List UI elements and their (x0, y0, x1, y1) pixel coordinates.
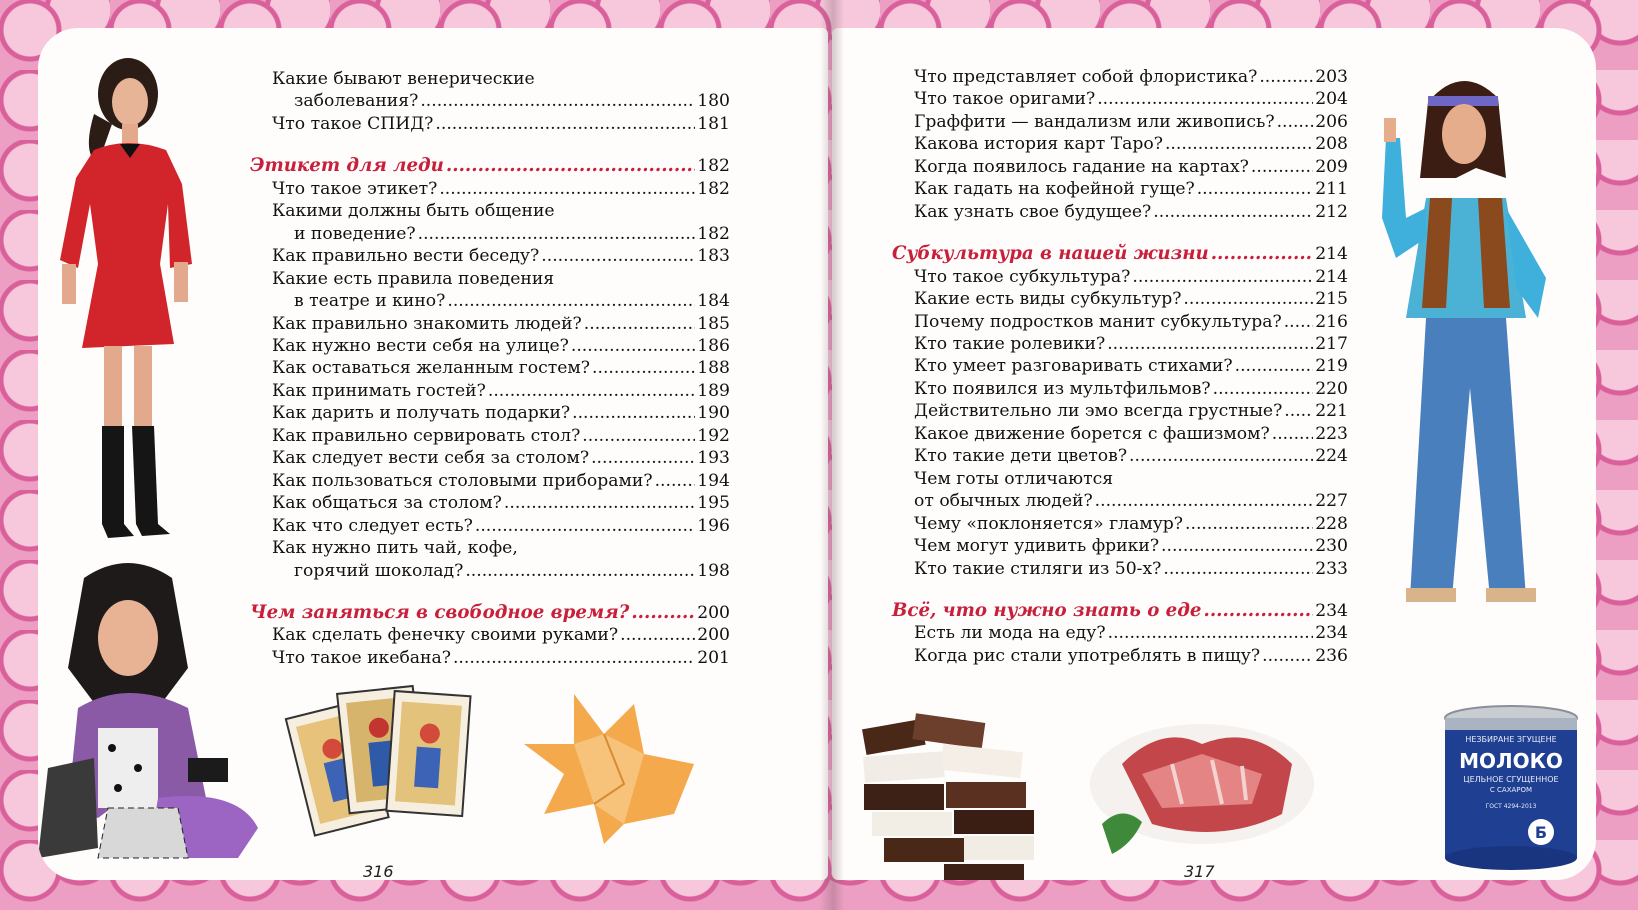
toc-section-title: Этикет для леди (250, 155, 444, 177)
toc-entry-title: Кто появился из мультфильмов? (914, 378, 1211, 399)
toc-leader-dots (420, 90, 695, 112)
toc-section-row (250, 602, 730, 624)
toc-leader-dots (1259, 66, 1313, 88)
toc-entry-title: Граффити — вандализм или живопись? (914, 111, 1275, 132)
toc-section-title: Всё, что нужно знать о еде (892, 599, 1202, 621)
toc-entry-title: Кто умеет разговаривать стихами? (914, 356, 1233, 377)
toc-entry-title: Что такое субкультура? (914, 266, 1131, 287)
toc-leader-dots (465, 560, 695, 582)
toc-entry-row (892, 423, 1348, 445)
toc-entry-title: Как правильно вести беседу? (272, 246, 540, 267)
toc-page-number: 209 (1315, 156, 1348, 177)
can-line3: С САХАРОМ (1489, 786, 1533, 794)
toc-leader-dots (1251, 156, 1313, 178)
toc-section-row (250, 155, 730, 177)
toc-entry-row (250, 113, 730, 135)
toc-leader-dots (1213, 378, 1314, 400)
toc-entry-title: Как следует вести себя за столом? (272, 448, 590, 469)
toc-entry-title: Как принимать гостей? (272, 380, 486, 401)
toc-page-number: 196 (697, 515, 730, 536)
can-line2: ЦЕЛЬНОЕ СГУЩЕННОЕ (1463, 775, 1559, 784)
toc-entry-row (892, 266, 1348, 288)
left-page (38, 28, 828, 880)
toc-leader-dots (1163, 558, 1313, 580)
toc-entry-row (892, 311, 1348, 333)
toc-page-number: 224 (1315, 446, 1348, 467)
toc-entry-row (250, 402, 730, 424)
toc-entry-row (892, 513, 1348, 535)
toc-page-number: 203 (1315, 67, 1348, 87)
toc-page-number: 182 (697, 178, 730, 199)
can-gost: ГОСТ 4294-2013 (1485, 803, 1537, 810)
toc-leader-dots (447, 290, 695, 312)
toc-leader-dots (1235, 355, 1314, 377)
toc-entry-row (892, 400, 1348, 422)
toc-leader-dots (620, 624, 695, 646)
toc-page-number: 192 (697, 425, 730, 446)
toc-entry-title: Как правильно сервировать стол? (272, 425, 581, 446)
toc-entry-title: Кто такие ролевики? (914, 333, 1106, 354)
toc-entry-row (892, 468, 1348, 490)
toc-page-number: 188 (697, 358, 730, 379)
toc-leader-dots (453, 647, 695, 669)
toc-page-number: 234 (1315, 623, 1348, 644)
toc-leader-dots (1183, 288, 1313, 310)
toc-entry-title: Какова история карт Таро? (914, 134, 1163, 155)
toc-leader-dots (418, 223, 696, 245)
toc-entry-row (892, 445, 1348, 467)
toc-page-number: 198 (697, 560, 730, 581)
toc-page-number: 189 (697, 380, 730, 401)
toc-leader-dots (446, 155, 695, 177)
toc-entry-row (892, 490, 1348, 512)
woman-red-dress-photo (42, 54, 242, 564)
toc-page-number: 215 (1315, 289, 1348, 310)
toc-entry-title: Когда рис стали употреблять в пищу? (914, 645, 1261, 666)
toc-entry-title: в театре и кино? (294, 291, 446, 312)
tarot-cards-photo (278, 668, 478, 838)
toc-leader-dots (475, 515, 695, 537)
toc-leader-dots (1277, 111, 1314, 133)
toc-page-number: 204 (1315, 89, 1348, 110)
toc-left (250, 68, 730, 669)
toc-entry-title: Какие бывают венерические (272, 69, 535, 89)
toc-entry-title: Что такое икебана? (272, 647, 451, 668)
toc-leader-dots (582, 425, 695, 447)
toc-leader-dots (631, 602, 695, 624)
toc-entry-title: заболевания? (294, 91, 419, 112)
toc-entry-row (250, 624, 730, 646)
toc-leader-dots (1132, 266, 1313, 288)
toc-page-number: 201 (697, 647, 730, 668)
toc-leader-dots (1095, 490, 1314, 512)
right-page (832, 28, 1596, 880)
toc-page-number: 211 (1315, 179, 1348, 200)
toc-entry-title: Действительно ли эмо всегда грустные? (914, 401, 1283, 422)
toc-entry-title: Когда появилось гадание на картах? (914, 156, 1249, 177)
toc-page-number: 227 (1315, 491, 1348, 512)
toc-page-number: 228 (1315, 513, 1348, 534)
toc-page-number: 182 (697, 223, 730, 244)
toc-entry-title: Кто такие стиляги из 50-х? (914, 558, 1162, 579)
toc-entry-title: Какое движение борется с фашизмом? (914, 423, 1270, 444)
toc-entry-row (250, 68, 730, 90)
toc-leader-dots (541, 245, 695, 267)
toc-leader-dots (1262, 645, 1313, 667)
toc-entry-row (892, 378, 1348, 400)
toc-page-number: 234 (1315, 600, 1348, 621)
toc-section-title: Субкультура в нашей жизни (892, 243, 1209, 265)
toc-leader-dots (435, 113, 695, 135)
toc-entry-title: Что такое этикет? (272, 178, 438, 199)
toc-page-number: 221 (1315, 401, 1348, 422)
toc-entry-title: Что такое оригами? (914, 89, 1096, 110)
toc-entry-row (250, 200, 730, 222)
toc-entry-row (250, 245, 730, 267)
toc-entry-row (250, 515, 730, 537)
toc-entry-title: Как оставаться желанным гостем? (272, 358, 591, 379)
toc-entry-row (250, 425, 730, 447)
toc-page-number: 214 (1315, 244, 1348, 265)
toc-leader-dots (1185, 513, 1313, 535)
toc-entry-row (250, 357, 730, 379)
toc-page-number: 236 (1315, 645, 1348, 666)
toc-entry-row (892, 355, 1348, 377)
toc-entry-title: Как общаться за столом? (272, 493, 502, 514)
toc-page-number: 180 (697, 91, 730, 112)
toc-entry-row (892, 558, 1348, 580)
toc-entry-title: горячий шоколад? (294, 560, 464, 581)
toc-entry-title: Какие есть виды субкультур? (914, 289, 1182, 310)
toc-entry-row (250, 470, 730, 492)
toc-page-number: 200 (697, 602, 730, 623)
toc-entry-title: Почему подростков манит субкультура? (914, 311, 1282, 332)
toc-page-number: 181 (697, 113, 730, 134)
toc-entry-row (250, 313, 730, 335)
toc-leader-dots (1108, 622, 1314, 644)
toc-page-number: 190 (697, 403, 730, 424)
right-page-number: 317 (1184, 862, 1215, 880)
toc-entry-row (250, 647, 730, 669)
toc-entry-row (250, 268, 730, 290)
toc-entry-title: Как нужно пить чай, кофе, (272, 538, 518, 559)
toc-entry-row (250, 178, 730, 200)
condensed-milk-can-photo (1436, 704, 1586, 874)
toc-leader-dots (1161, 535, 1313, 557)
toc-entry-title: Есть ли мода на еду? (914, 623, 1106, 644)
meat-plate-photo (1082, 704, 1322, 864)
toc-page-number: 195 (697, 493, 730, 514)
toc-leader-dots (504, 492, 695, 514)
toc-entry-row (892, 201, 1348, 223)
toc-entry-row (250, 380, 730, 402)
toc-entry-row (892, 178, 1348, 200)
toc-page-number: 184 (697, 291, 730, 312)
toc-leader-dots (1197, 178, 1313, 200)
toc-page-number: 216 (1315, 311, 1348, 332)
toc-leader-dots (1211, 243, 1313, 265)
toc-entry-row (892, 645, 1348, 667)
toc-page-number: 212 (1315, 201, 1348, 222)
toc-entry-row (250, 90, 730, 112)
toc-leader-dots (1153, 201, 1313, 223)
toc-entry-row (892, 133, 1348, 155)
toc-entry-title: Как сделать фенечку своими руками? (272, 625, 619, 646)
toc-entry-row (250, 537, 730, 559)
toc-leader-dots (591, 447, 695, 469)
toc-entry-row (250, 290, 730, 312)
toc-entry-title: Что представляет собой флористика? (914, 67, 1258, 87)
toc-leader-dots (1284, 311, 1313, 333)
toc-section-title: Чем заняться в свободное время? (250, 601, 630, 623)
toc-page-number: 186 (697, 335, 730, 356)
toc-entry-row (892, 535, 1348, 557)
toc-entry-title: Как гадать на кофейной гуще? (914, 179, 1195, 200)
toc-entry-title: Чем могут удивить фрики? (914, 536, 1160, 557)
toc-leader-dots (592, 357, 695, 379)
toc-entry-row (892, 288, 1348, 310)
toc-page-number: 230 (1315, 536, 1348, 557)
toc-right (892, 66, 1348, 667)
toc-leader-dots (1203, 600, 1313, 622)
toc-leader-dots (439, 178, 695, 200)
toc-entry-title: Какими должны быть общение (272, 201, 555, 222)
toc-leader-dots (655, 470, 696, 492)
toc-page-number: 208 (1315, 134, 1348, 155)
hippie-woman-photo (1366, 58, 1566, 628)
toc-page-number: 185 (697, 313, 730, 334)
toc-page-number: 220 (1315, 378, 1348, 399)
toc-leader-dots (1097, 88, 1313, 110)
toc-leader-dots (571, 335, 695, 357)
toc-section-row (892, 600, 1348, 622)
toc-entry-title: от обычных людей? (914, 491, 1093, 512)
toc-leader-dots (572, 402, 695, 424)
toc-entry-title: и поведение? (294, 223, 416, 244)
toc-entry-row (250, 492, 730, 514)
toc-leader-dots (1284, 400, 1313, 422)
toc-page-number: 183 (697, 246, 730, 267)
toc-leader-dots (1129, 445, 1313, 467)
toc-page-number: 206 (1315, 111, 1348, 132)
toc-entry-title: Кто такие дети цветов? (914, 446, 1128, 467)
left-page-number: 316 (363, 862, 394, 880)
toc-leader-dots (1272, 423, 1313, 445)
toc-entry-row (892, 156, 1348, 178)
toc-entry-row (250, 335, 730, 357)
can-line1: НЕЗБИРАНЕ ЗГУЩЕНЕ (1465, 735, 1557, 744)
toc-entry-row (250, 560, 730, 582)
toc-page-number: 214 (1315, 266, 1348, 287)
toc-page-number: 194 (697, 470, 730, 491)
toc-entry-row (250, 223, 730, 245)
toc-entry-row (892, 66, 1348, 88)
toc-entry-title: Чему «поклоняется» гламур? (914, 513, 1184, 534)
toc-entry-title: Как пользоваться столовыми приборами? (272, 470, 653, 491)
toc-leader-dots (488, 380, 695, 402)
toc-entry-title: Чем готы отличаются (914, 468, 1114, 489)
can-badge: Б (1534, 823, 1548, 842)
toc-entry-title: Как узнать свое будущее? (914, 201, 1152, 222)
toc-entry-title: Какие есть правила поведения (272, 268, 555, 289)
toc-page-number: 219 (1315, 356, 1348, 377)
toc-leader-dots (1107, 333, 1313, 355)
chocolate-photo (854, 688, 1054, 880)
toc-entry-row (250, 447, 730, 469)
toc-page-number: 182 (697, 156, 730, 177)
toc-entry-title: Как дарить и получать подарки? (272, 403, 571, 424)
toc-page-number: 200 (697, 625, 730, 646)
toc-page-number: 193 (697, 448, 730, 469)
toc-entry-title: Как правильно знакомить людей? (272, 313, 582, 334)
toc-leader-dots (1165, 133, 1313, 155)
book-gutter (820, 0, 844, 910)
toc-entry-row (892, 333, 1348, 355)
toc-page-number: 217 (1315, 333, 1348, 354)
toc-entry-row (892, 88, 1348, 110)
toc-entry-title: Что такое СПИД? (272, 113, 434, 134)
toc-leader-dots (584, 313, 695, 335)
toc-page-number: 233 (1315, 558, 1348, 579)
can-brand: МОЛОКО (1459, 749, 1563, 773)
toc-page-number: 223 (1315, 423, 1348, 444)
toc-entry-title: Как нужно вести себя на улице? (272, 335, 569, 356)
emo-girl-photo (38, 558, 268, 878)
toc-entry-title: Как что следует есть? (272, 515, 473, 536)
origami-photo (504, 684, 704, 854)
toc-section-row (892, 243, 1348, 265)
toc-entry-row (892, 111, 1348, 133)
toc-entry-row (892, 622, 1348, 644)
